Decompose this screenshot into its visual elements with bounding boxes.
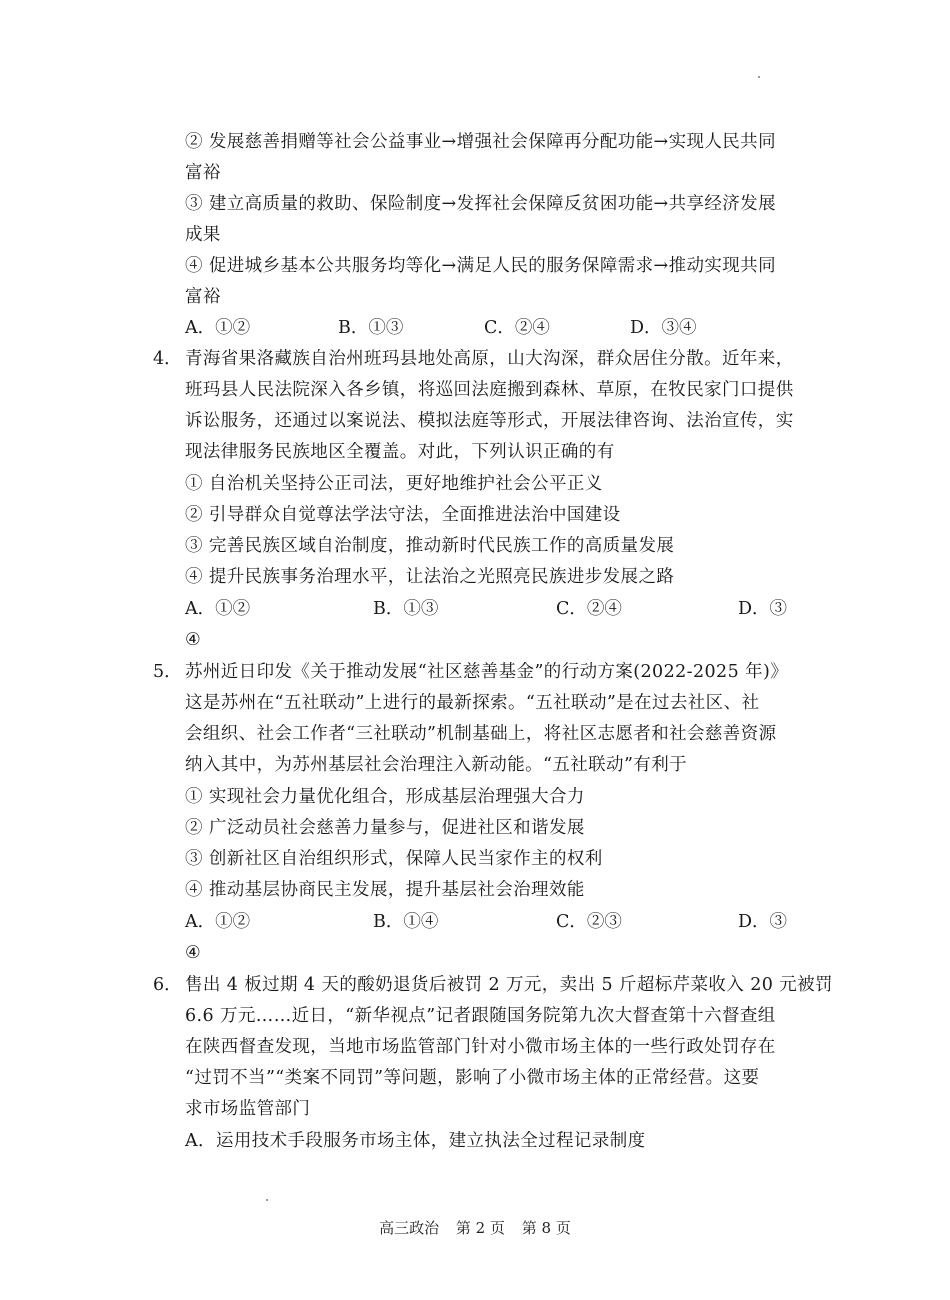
q6-number: 6． xyxy=(153,975,182,995)
page-footer xyxy=(0,1218,950,1238)
q5-item-4: ④ 推动基层协商民主发展，提升基层社会治理效能 xyxy=(185,880,585,900)
q3-option-c: C．②④ xyxy=(484,318,550,338)
q5-option-c: C．②③ xyxy=(556,912,622,932)
q6-stem-line-1: 售出 4 板过期 4 天的酸奶退货后被罚 2 万元，卖出 5 斤超标芹菜收入 20 元被罚 xyxy=(185,975,833,995)
q6-stem-line-4: “过罚不当”“类案不同罚”等问题，影响了小微市场主体的正常经营。这要 xyxy=(185,1068,760,1088)
q4-item-2: ② 引导群众自觉尊法学法守法，全面推进法治中国建设 xyxy=(185,505,621,525)
q4-item-1: ① 自治机关坚持公正司法，更好地维护社会公平正义 xyxy=(185,474,603,494)
footer-total-pages: 第 8 页 xyxy=(521,1219,571,1237)
q4-stem-line-3: 诉讼服务，还通过以案说法、模拟法庭等形式，开展法律咨询、法治宣传，实 xyxy=(185,411,794,431)
q3-item-2-line-2: 富裕 xyxy=(185,163,221,183)
q3-option-b: B．①③ xyxy=(338,318,404,338)
q4-option-c: C．②④ xyxy=(556,599,622,619)
q3-option-d: D．③④ xyxy=(630,318,697,338)
q3-item-3-line-1: ③ 建立高质量的救助、保险制度→发挥社会保障反贫困功能→共享经济发展 xyxy=(185,194,776,214)
q4-option-b: B．①③ xyxy=(373,599,439,619)
q4-stem-line-2: 班玛县人民法院深入各乡镇，将巡回法庭搬到森林、草原，在牧民家门口提供 xyxy=(185,380,794,400)
q4-number: 4． xyxy=(153,349,182,369)
q3-item-4-line-1: ④ 促进城乡基本公共服务均等化→满足人民的服务保障需求→推动实现共同 xyxy=(185,256,776,276)
q5-option-a: A．①② xyxy=(185,912,251,932)
q6-stem-line-2: 6.6 万元……近日，“新华视点”记者跟随国务院第九次大督查第十六督查组 xyxy=(185,1006,776,1026)
q4-item-3: ③ 完善民族区域自治制度，推动新时代民族工作的高质量发展 xyxy=(185,536,675,556)
q5-stem-line-4: 纳入其中，为苏州基层社会治理注入新动能。“五社联动”有利于 xyxy=(185,755,687,775)
footer-subject: 高三政治 xyxy=(379,1219,440,1237)
q5-stem-line-2: 这是苏州在“五社联动”上进行的最新探索。“五社联动”是在过去社区、社 xyxy=(185,693,760,713)
q5-option-d-wrap: ④ xyxy=(185,943,201,963)
q4-option-d: D．③ xyxy=(738,599,788,619)
q6-stem-line-5: 求市场监管部门 xyxy=(185,1099,311,1119)
q5-option-b: B．①④ xyxy=(373,912,439,932)
q5-item-1: ① 实现社会力量优化组合，形成基层治理强大合力 xyxy=(185,787,585,807)
q5-item-3: ③ 创新社区自治组织形式，保障人民当家作主的权利 xyxy=(185,849,603,869)
q4-stem-line-4: 现法律服务民族地区全覆盖。对此，下列认识正确的有 xyxy=(185,442,615,462)
q4-item-4: ④ 提升民族事务治理水平，让法治之光照亮民族进步发展之路 xyxy=(185,567,675,587)
q5-number: 5． xyxy=(153,662,182,682)
q3-option-a: A．①② xyxy=(185,318,251,338)
q5-option-d: D．③ xyxy=(738,912,788,932)
footer-page-number: 第 2 页 xyxy=(455,1219,505,1237)
q6-option-a: A．运用技术手段服务市场主体，建立执法全过程记录制度 xyxy=(185,1131,646,1151)
q6-stem-line-3: 在陕西督查发现，当地市场监管部门针对小微市场主体的一些行政处罚存在 xyxy=(185,1037,776,1057)
scan-speck xyxy=(758,76,760,78)
q3-item-2-line-1: ② 发展慈善捐赠等社会公益事业→增强社会保障再分配功能→实现人民共同 xyxy=(185,132,776,152)
q3-item-4-line-2: 富裕 xyxy=(185,287,221,307)
q4-option-d-wrap: ④ xyxy=(185,630,201,650)
q4-stem-line-1: 青海省果洛藏族自治州班玛县地处高原，山大沟深，群众居住分散。近年来， xyxy=(185,349,794,369)
q5-stem-line-3: 会组织、社会工作者“三社联动”机制基础上，将社区志愿者和社会慈善资源 xyxy=(185,724,777,744)
scan-speck xyxy=(266,1199,268,1201)
q5-stem-line-1: 苏州近日印发《关于推动发展“社区慈善基金”的行动方案(2022-2025 年)》 xyxy=(185,662,789,682)
q4-option-a: A．①② xyxy=(185,599,251,619)
q3-item-3-line-2: 成果 xyxy=(185,225,221,245)
q5-item-2: ② 广泛动员社会慈善力量参与，促进社区和谐发展 xyxy=(185,818,585,838)
